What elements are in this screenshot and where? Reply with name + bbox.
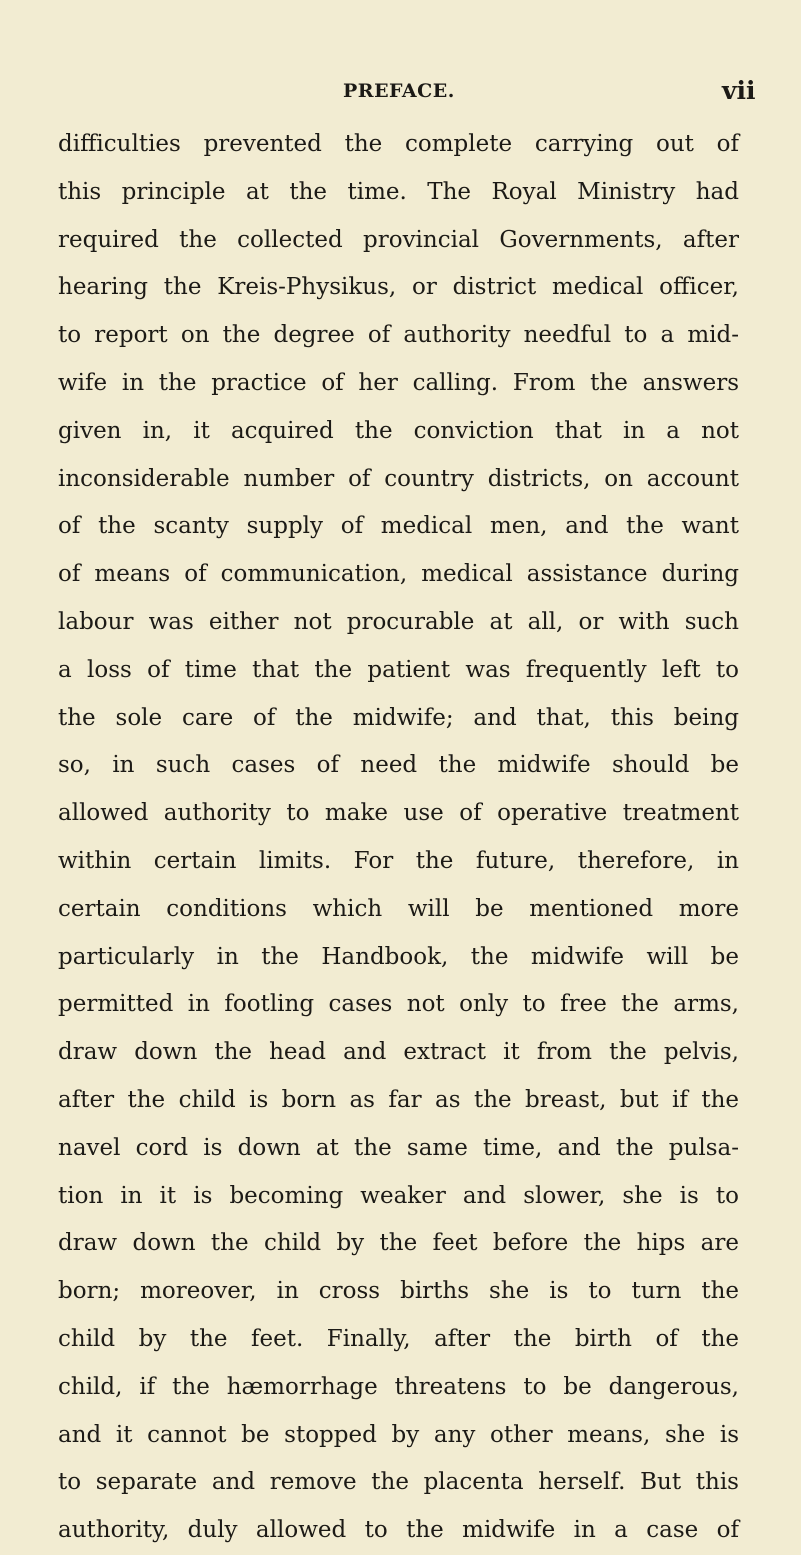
text-line: within certain limits. For the future, therefore, in <box>58 847 739 874</box>
text-line: of the scanty supply of medical men, and the want <box>58 513 739 540</box>
text-line: particularly in the Handbook, the midwife will be <box>58 943 739 970</box>
text-line: required the collected provincial Governments, after <box>58 226 739 253</box>
text-line: and it cannot be stopped by any other means, she is <box>58 1421 739 1448</box>
text-line: a loss of time that the patient was frequently left to <box>58 656 739 683</box>
text-line: child, if the hæmorrhage threatens to be dangerous, <box>58 1373 739 1400</box>
text-line: born; moreover, in cross births she is to turn the <box>58 1278 739 1305</box>
text-line: certain conditions which will be mentioned more <box>58 895 739 922</box>
text-line: to separate and remove the placenta herself. But this <box>58 1469 739 1496</box>
body-text <box>58 121 739 1555</box>
text-line: to report on the degree of authority needful to a mid- <box>58 322 739 349</box>
text-line: labour was either not procurable at all, or with such <box>58 608 739 635</box>
text-line: allowed authority to make use of operative treatment <box>58 800 739 827</box>
text-line: given in, it acquired the conviction that in a not <box>58 417 739 444</box>
text-line: hearing the Kreis-Physikus, or district medical officer, <box>58 274 739 301</box>
running-head-title: PREFACE. <box>343 80 455 102</box>
running-head <box>0 76 801 108</box>
text-line: tion in it is becoming weaker and slower, she is to <box>58 1182 739 1209</box>
text-line: child by the feet. Finally, after the birth of the <box>58 1325 739 1352</box>
text-line: navel cord is down at the same time, and the pulsa- <box>58 1134 739 1161</box>
text-line: draw down the head and extract it from the pelvis, <box>58 1039 739 1066</box>
text-line: of means of communication, medical assistance during <box>58 561 739 588</box>
text-line: inconsiderable number of country districts, on account <box>58 465 739 492</box>
text-line: after the child is born as far as the breast, but if the <box>58 1086 739 1113</box>
text-line: draw down the child by the feet before the hips are <box>58 1230 739 1257</box>
text-line: this principle at the time. The Royal Ministry had <box>58 178 739 205</box>
text-line: the sole care of the midwife; and that, this being <box>58 704 739 731</box>
page-number: vii <box>722 76 756 105</box>
text-line: permitted in footling cases not only to free the arms, <box>58 991 739 1018</box>
text-line: wife in the practice of her calling. From the answers <box>58 369 739 396</box>
text-line: so, in such cases of need the midwife should be <box>58 752 739 779</box>
text-line: authority, duly allowed to the midwife in a case of <box>58 1517 739 1544</box>
text-line: difficulties prevented the complete carrying out of <box>58 131 739 157</box>
